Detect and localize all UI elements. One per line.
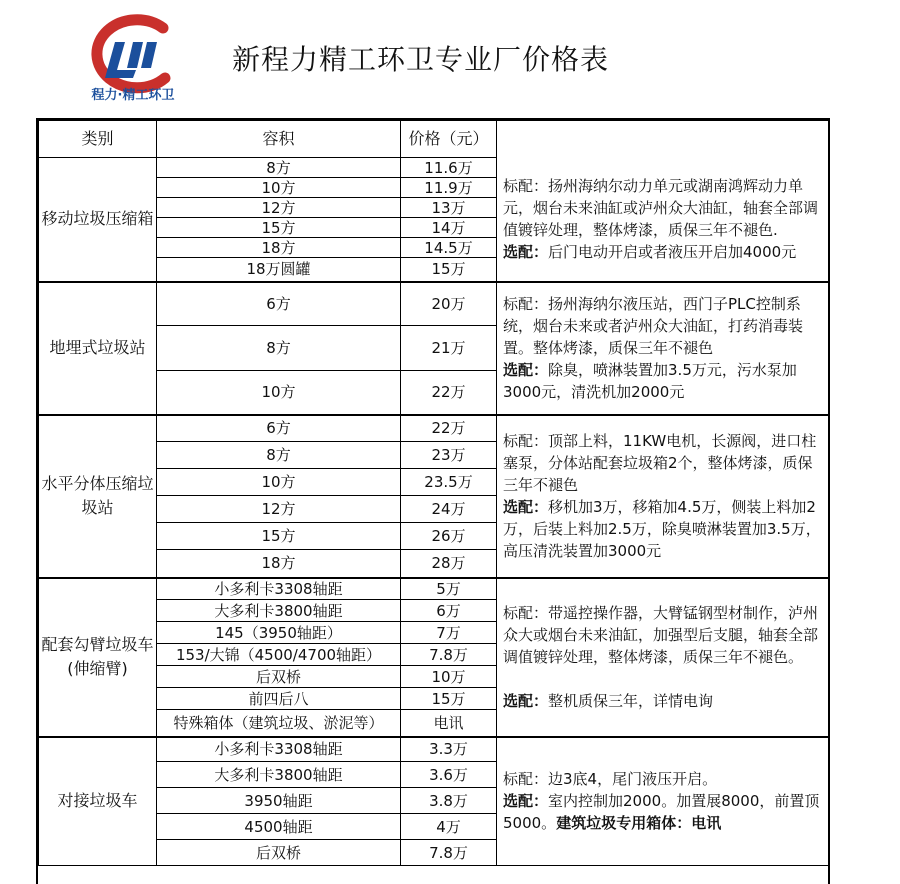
price-cell: 7.8万: [401, 840, 497, 866]
volume-cell: 特殊箱体（建筑垃圾、淤泥等）: [157, 710, 401, 737]
volume-cell: 10方: [157, 178, 401, 198]
price-cell: 23.5万: [401, 469, 497, 496]
volume-cell: 18方: [157, 550, 401, 578]
volume-cell: 10方: [157, 371, 401, 415]
price-cell: 11.9万: [401, 178, 497, 198]
opt-label: 选配：: [503, 243, 549, 261]
opt-text: 整机质保三年，详情电询: [548, 692, 714, 710]
table-row: [39, 578, 829, 600]
volume-cell: 前四后八: [157, 688, 401, 710]
table-row: [39, 737, 829, 762]
price-cell: 26万: [401, 523, 497, 550]
price-cell: 7万: [401, 622, 497, 644]
std-text: 扬州海纳尔动力单元或湖南鸿辉动力单元，烟台未来油缸或泸州众大油缸，轴套全部调值镀锌处理，整体烤漆，质保三年不褪色.: [503, 177, 819, 239]
volume-cell: 8方: [157, 442, 401, 469]
header-price: 价格（元）: [401, 121, 497, 158]
volume-cell: 小多利卡3308轴距: [157, 578, 401, 600]
price-cell: 11.6万: [401, 158, 497, 178]
spec-notes: [497, 415, 829, 578]
page-title: 新程力精工环卫专业厂价格表: [232, 43, 610, 76]
volume-cell: 10方: [157, 469, 401, 496]
std-label: 标配：: [503, 432, 549, 450]
opt-text: 移机加3万，移箱加4.5万，侧装上料加2万，后装上料加2.5万，除臭喷淋装置加3.5万，高压清洗装置加3000元: [503, 498, 821, 560]
std-text: 扬州海纳尔液压站，西门子PLC控制系统，烟台未来或者泸州众大油缸，打药消毒装置。整体烤漆，质保三年不褪色: [503, 295, 804, 357]
opt-text: 室内控制加2000。加置展8000，前置顶5000。: [503, 792, 820, 833]
volume-cell: 小多利卡3308轴距: [157, 737, 401, 762]
opt-text: 除臭，喷淋装置加3.5万元，污水泵加3000元，清洗机加2000元: [503, 361, 797, 401]
price-cell: 13万: [401, 198, 497, 218]
price-cell: 5万: [401, 578, 497, 600]
price-cell: 28万: [401, 550, 497, 578]
volume-cell: 8方: [157, 158, 401, 178]
price-cell: 3.3万: [401, 737, 497, 762]
price-cell: 14.5万: [401, 238, 497, 258]
price-cell: 24万: [401, 496, 497, 523]
price-cell: 6万: [401, 600, 497, 622]
category-cell: 水平分体压缩垃圾站: [39, 415, 157, 578]
price-cell: 22万: [401, 415, 497, 442]
std-label: 标配：: [503, 604, 549, 622]
volume-cell: 大多利卡3800轴距: [157, 762, 401, 788]
volume-cell: 4500轴距: [157, 814, 401, 840]
volume-cell: 153/大锦（4500/4700轴距）: [157, 644, 401, 666]
table-row: [39, 158, 829, 178]
category-cell: 对接垃圾车: [39, 737, 157, 866]
volume-cell: 15方: [157, 218, 401, 238]
opt-label: 选配：: [503, 361, 549, 379]
category-cell: 地埋式垃圾站: [39, 282, 157, 415]
std-label: 标配：: [503, 177, 549, 195]
price-cell: 22万: [401, 371, 497, 415]
price-cell: 20万: [401, 282, 497, 326]
opt-text: 后门电动开启或者液压开启加4000元: [548, 243, 797, 261]
price-cell: 21万: [401, 326, 497, 371]
volume-cell: 15方: [157, 523, 401, 550]
price-cell: 14万: [401, 218, 497, 238]
price-cell: 4万: [401, 814, 497, 840]
volume-cell: 18万圆罐: [157, 258, 401, 282]
opt-label: 选配：: [503, 792, 549, 811]
header-volume: 容积: [157, 121, 401, 158]
volume-cell: 8方: [157, 326, 401, 371]
price-cell: 3.6万: [401, 762, 497, 788]
opt-label: 选配：: [503, 498, 549, 516]
price-cell: 15万: [401, 688, 497, 710]
price-cell: 23万: [401, 442, 497, 469]
std-label: 标配：: [503, 770, 549, 789]
extra-note: 建筑垃圾专用箱体：电讯: [556, 814, 722, 833]
table-header-row: [39, 121, 829, 158]
std-label: 标配：: [503, 295, 549, 313]
price-cell: 电讯: [401, 710, 497, 737]
opt-label: 选配：: [503, 692, 549, 710]
std-text: 带遥控操作器，大臂锰钢型材制作，泸州众大或烟台未来油缸，加强型后支腿，轴套全部调值镀锌处理，整体烤漆，质保三年不褪色。: [503, 604, 819, 666]
volume-cell: 6方: [157, 415, 401, 442]
std-text: 边3底4，尾门液压开启。: [548, 770, 718, 789]
header-category: 类别: [39, 121, 157, 158]
logo-caption: 程力·精工环卫: [91, 88, 175, 103]
volume-cell: 18方: [157, 238, 401, 258]
spec-notes: [497, 282, 829, 415]
std-text: 顶部上料，11KW电机，长源阀，进口柱塞泵，分体站配套垃圾箱2个，整体烤漆，质保三年不褪色: [503, 432, 817, 494]
price-cell: 10万: [401, 666, 497, 688]
spec-notes: [497, 158, 829, 282]
volume-cell: 后双桥: [157, 666, 401, 688]
header-notes: [497, 121, 829, 158]
volume-cell: 145（3950轴距）: [157, 622, 401, 644]
volume-cell: 3950轴距: [157, 788, 401, 814]
volume-cell: 12方: [157, 496, 401, 523]
volume-cell: 12方: [157, 198, 401, 218]
category-cell: 配套勾臂垃圾车(伸缩臂): [39, 578, 157, 737]
volume-cell: 6方: [157, 282, 401, 326]
price-cell: 15万: [401, 258, 497, 282]
volume-cell: 大多利卡3800轴距: [157, 600, 401, 622]
price-cell: 3.8万: [401, 788, 497, 814]
price-table: [36, 118, 830, 884]
spec-notes: [497, 737, 829, 866]
table-row: [39, 282, 829, 326]
table-row: [39, 415, 829, 442]
spec-notes: [497, 578, 829, 737]
price-cell: 7.8万: [401, 644, 497, 666]
category-cell: 移动垃圾压缩箱: [39, 158, 157, 282]
volume-cell: 后双桥: [157, 840, 401, 866]
